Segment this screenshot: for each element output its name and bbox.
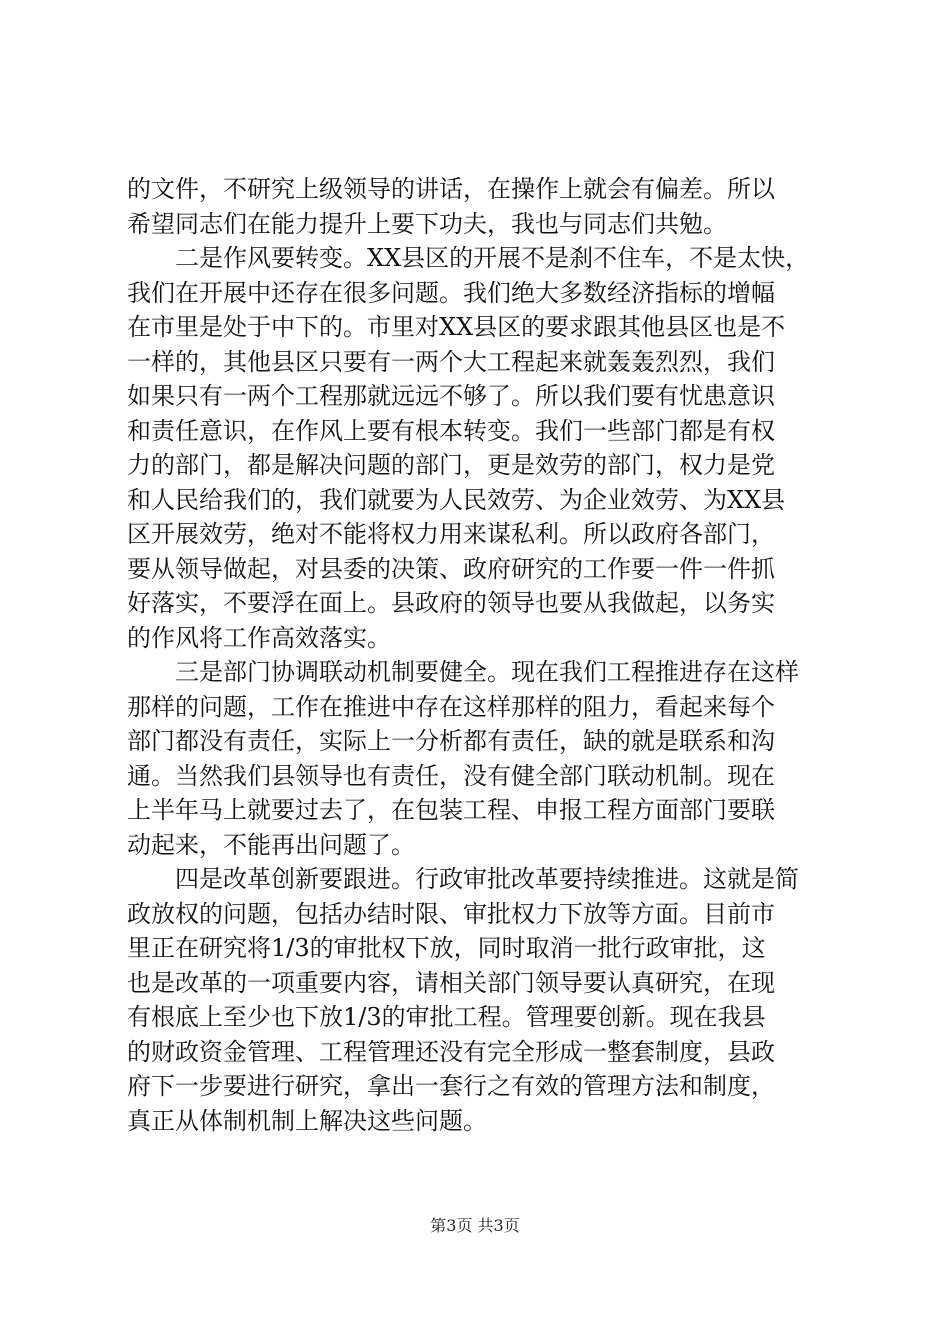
text-line: 府下一步要进行研究，拿出一套行之有效的管理方法和制度，	[127, 1072, 775, 1100]
text-line: 要从领导做起，对县委的决策、政府研究的工作要一件一件抓	[127, 554, 775, 583]
text-line: 力的部门，都是解决问题的部门，更是效劳的部门，权力是党	[127, 451, 775, 479]
document-body	[127, 172, 827, 1138]
text-line: 我们在开展中还存在很多问题。我们绝大多数经济指标的增幅	[127, 278, 775, 307]
page-number-label: 第3页 共3页	[430, 1216, 520, 1235]
text-line: 通。当然我们县领导也有责任，没有健全部门联动机制。现在	[127, 761, 775, 790]
text-line: 在市里是处于中下的。市里对XX县区的要求跟其他县区也是不	[127, 313, 786, 341]
text-line: 真正从体制机制上解决这些问题。	[127, 1106, 487, 1135]
text-line: 里正在研究将1/3的审批权下放，同时取消一批行政审批，这	[127, 934, 766, 962]
paragraph-start-line: 三是部门协调联动机制要健全。现在我们工程推进存在这样	[175, 658, 799, 686]
page-footer	[0, 1216, 950, 1236]
text-line: 政放权的问题，包括办结时限、审批权力下放等方面。目前市	[127, 899, 775, 928]
text-line: 希望同志们在能力提升上要下功夫，我也与同志们共勉。	[127, 209, 727, 238]
text-line: 部门都没有责任，实际上一分析都有责任，缺的就是联系和沟	[127, 727, 775, 755]
text-line: 好落实，不要浮在面上。县政府的领导也要从我做起，以务实	[127, 589, 775, 617]
text-line: 的作风将工作高效落实。	[127, 623, 391, 652]
text-line: 和责任意识，在作风上要有根本转变。我们一些部门都是有权	[127, 416, 775, 445]
text-line: 如果只有一两个工程那就远远不够了。所以我们要有忧患意识	[127, 382, 775, 410]
text-line: 动起来，不能再出问题了。	[127, 830, 415, 859]
text-line: 一样的，其他县区只要有一两个大工程起来就轰轰烈烈，我们	[127, 347, 775, 376]
text-line: 上半年马上就要过去了，在包装工程、申报工程方面部门要联	[127, 796, 775, 824]
paragraph-start-line: 四是改革创新要跟进。行政审批改革要持续推进。这就是简	[175, 865, 799, 893]
text-line: 那样的问题，工作在推进中存在这样那样的阻力，看起来每个	[127, 692, 775, 721]
text-line: 有根底上至少也下放1/3的审批工程。管理要创新。现在我县	[127, 1003, 766, 1031]
text-line: 和人民给我们的，我们就要为人民效劳、为企业效劳、为XX县	[127, 485, 786, 514]
text-line: 的文件，不研究上级领导的讲话，在操作上就会有偏差。所以	[127, 175, 775, 203]
text-line: 也是改革的一项重要内容，请相关部门领导要认真研究，在现	[127, 968, 775, 997]
paragraph-start-line: 二是作风要转变。XX县区的开展不是刹不住车，不是太快，	[175, 244, 810, 272]
text-line: 的财政资金管理、工程管理还没有完全形成一整套制度，县政	[127, 1037, 775, 1066]
text-line: 区开展效劳，绝对不能将权力用来谋私利。所以政府各部门，	[127, 520, 775, 548]
